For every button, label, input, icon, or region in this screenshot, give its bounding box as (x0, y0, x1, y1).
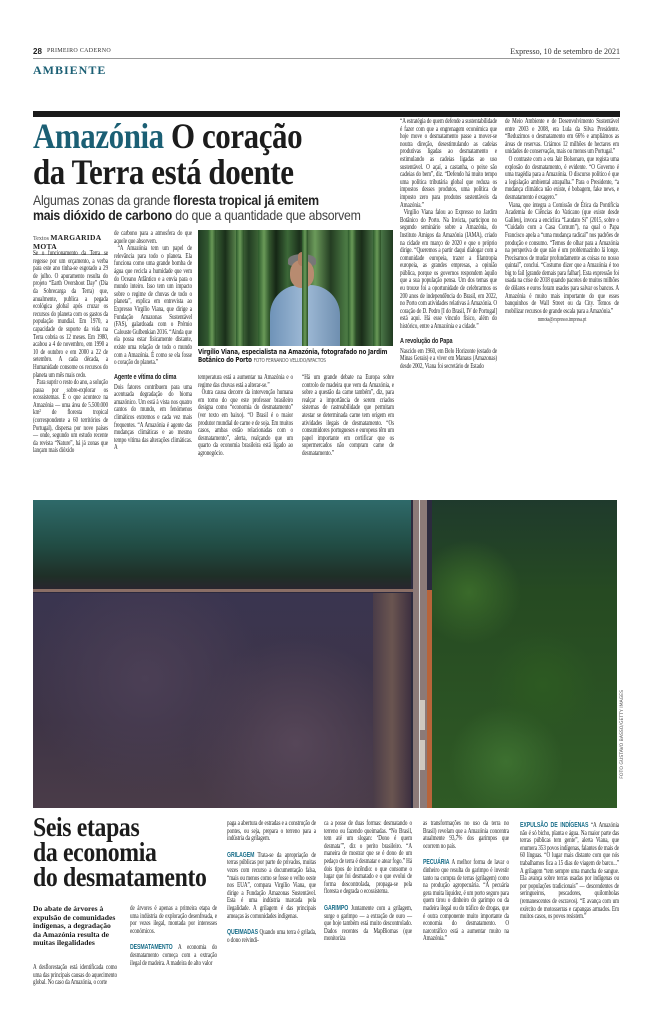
subheading: A revolução do Papa (400, 335, 453, 345)
byline-prefix: Textos (33, 236, 49, 242)
author-email[interactable]: mmota@expresso.impresa.pt (537, 317, 587, 324)
paragraph-label: GARIMPO (324, 902, 349, 912)
caption-text: Virgílio Viana, especialista na Amazónia, fotografado no Jardim Botânico do Porto (198, 348, 388, 364)
article-subtitle (33, 193, 361, 223)
paragraph-text: A melhor forma de lavar o dinheiro que resulta do garimpo é investir tanto na compra de terras (grilagem) como na produção agropecuária. “A pecuária gera muita liquidez, é um porto seguro para quem tirou o dinheiro do garimpo ou da madeira ilegal ou do tráfico de drogas, que é outra componente muito importante da economia do desmatamento. O narcotráfico está a aumentar muito na Amazónia.” (423, 858, 509, 943)
paragraph-text: “A Amazónia tem um papel de relevância para todo o planeta. Ela funciona como uma grande bomba de água que recicla a humidade que vem do Oceano Atlântico e a envia para o mundo inteiro. Isso tem um impacto sobre o regime de chuvas de todo o planeta”, explica em entrevista ao Expresso Virgílio Viana, que dirige a Fundação Amazonas Sustentável (FAS), galardoada com o Prémio Calouste Gulbenkian 2016. “Ainda que ela possa estar fisicamente distante, existe uma relação de todo o mundo com a Amazónia. É como se ela fosse o coração do planeta.” (114, 244, 192, 367)
paragraph-text: de árvores é apenas a primeira etapa de uma indústria de exploração desenfreada, e por vezes ilegal, montada por interesses económicos. (130, 904, 217, 935)
section-label: AMBIENTE (33, 63, 107, 77)
paragraph (114, 384, 192, 452)
paragraph (302, 374, 394, 458)
paragraph (505, 118, 619, 156)
paragraph (505, 202, 619, 316)
paragraph (400, 209, 497, 331)
article-column-3 (198, 374, 293, 458)
subheading: Agente e vítima do clima (114, 371, 177, 381)
subtitle-part: do que a quantidade que absorvem (172, 207, 361, 223)
sidebar-column-6 (520, 820, 619, 921)
paragraph-text: O contraste com a era Jair Bolsonaro, que regista uma explosão do desmatamento, é evidente. “O Governo é uma tragédia para a Amazónia. O discurso político é que a legislação ambiental atrapalha.” Para o Presidente, “a mudança climática não existe, é bobagem, fake news, e desmatamento é exagero.” (505, 154, 619, 201)
paragraph (505, 156, 619, 202)
paragraph (130, 942, 217, 967)
paragraph (33, 250, 108, 379)
article-column-4 (302, 374, 394, 458)
paragraph (33, 964, 117, 987)
issue-date: Expresso, 10 de setembro de 2021 (510, 47, 620, 56)
paragraph (400, 118, 497, 209)
paragraph (400, 348, 497, 371)
paragraph-text: “A estratégia de quem defende a sustentabilidade é fazer com que a engrenagem económica que hoje move o desmatamento passe a mover-se noutra direção, desestimulando as cadeias produtivas ligadas ao desmatamento e estimulando as cadeias ligadas ao uso sustentável. O açaí, a castanha, o peixe são cadeias do bem”, diz. “Defendo há muito tempo uma política tributária global que reduza os impostos desses produtos, uma política de imposto zero para produtos sustentáveis da Amazónia.” (400, 117, 497, 209)
headline-line-1: O coração (171, 116, 303, 156)
paragraph-text: Nascido em 1960, em Belo Horizonte (estado de Minas Gerais) e a viver em Manaus (Amazonas) desde 2002, Viana foi secretário de Estado (400, 346, 497, 370)
paragraph-text: Quando uma terra é grilada, o dono reivindi- (227, 928, 316, 944)
sidebar-column-1 (33, 964, 117, 987)
main-photo-credit: FOTO GUSTAVO BASSO/GETTY IMAGES (620, 690, 625, 779)
paragraph-text: ca a posse de duas formas: desmatando o terreno ou fazendo queimadas. “No Brasil, tem até um slogan: ‘Dono é quem desmata’”, diz o perito brasileiro. “A maneira de mostrar que se é dono de um pedaço de terra é desmatar e atear fogo.” Há dois tipos de incêndio: o que consome o lugar que foi desmatado e o que evolui de forma descontrolada, propaga-se pela floresta e degrada o ecossistema. (324, 819, 412, 896)
subtitle-bold: mais dióxido de carbono (33, 207, 173, 223)
paragraph-text: A desflorestação está identificada como uma das principais causas do aquecimento global. No caso da Amazónia, o corte (33, 963, 117, 987)
article-column-2 (114, 230, 192, 452)
paragraph-label: DESMATAMENTO (130, 942, 173, 952)
subtitle-part: Algumas zonas da grande (33, 192, 174, 208)
headline-highlight: Amazónia (33, 116, 164, 156)
article-headline (33, 118, 302, 190)
article-column-1 (33, 250, 108, 455)
paragraph-text: Dois fatores contribuem para uma acentuada degradação do bioma amazónico. Um está à vista nos quatro cantos do mundo, em fenómenos climáticos extremos e cada vez mais frequentes. “A Amazónia é agente das mudanças climáticas e ao mesmo tempo vítima das alterações climáticas. A (114, 382, 192, 452)
paragraph-text: Se o funcionamento da Terra se regesse por um orçamento, a verba para este ano tinha-se esgotado a 29 de julho. O apuramento resulta do projeto “Earth Overshoot Day” (Dia da Sobrecarga da Terra) que, anualmente, publica a pegada ecológica global após cruzar os recursos do planeta com os gastos da população mundial. Em 1970, a capacidade de suporte da vida na Terra cobria os 12 meses. Em 1980, acabou a 4 de novembro, em 1990 a 10 de outubro e em 2000 a 22 de setembro. A cada década, a Humanidade consome os recursos do planeta um mês mais cedo. (33, 249, 108, 379)
sidebar-column-5 (423, 820, 509, 943)
sidebar-headline (33, 812, 207, 892)
paragraph-label: PECUÁRIA (423, 857, 450, 867)
paragraph-text: paga a abertura de estradas e a construção de pontes, ou seja, prepara o terreno para a indústria da grilagem. (227, 819, 316, 843)
paragraph-text: “A Amazónia não é só bicho, planta e água. Na maior parte das terras públicas tem gente”, alerta Viana, que enumera 353 povos indígenas, falantes de mais de 60 línguas. “O lugar mais distante com que nós trabalhamos fica a 15 dias de viagem de barco...” A grilagem “tem sempre uma mancha de sangue. Ela avança sobre terras usadas por indígenas ou por populações tradicionais” — descendentes de seringueiros, pescadores, quilombolas (remanescentes de escravos). “E avança com um exército de motosserras e capangas armados. Em muitos casos, os povos resistem.” (520, 821, 620, 921)
sidebar-standfirst: Do abate de árvores à expulsão de comunidades indígenas, a degradação da Amazónia resulta de muitas ilegalidades (33, 904, 116, 948)
paragraph (198, 389, 293, 457)
paragraph (423, 857, 509, 943)
header-divider (33, 58, 620, 59)
paragraph-text: Viana, que integra a Comissão de Ética da Pontifícia Academia de Ciências do Vaticano (que existe desde Galileu), invoca a encíclica “Laudato Si” (2015, sobre o “Cuidado com a Casa Comum”), na qual o Papa Francisco apela a “uma mudança radical” nos padrões de produção e consumo. “Temos de olhar para a Amazónia na perspetiva de que não é um problemazinho lá longe. Precisamos de mudar profundamente as coisas no nosso quintal”, conclui. “Costumo dizer que a Amazónia é too big to fail [grande demais para falhar]. Esta expressão foi usada na crise de 2018 quando pacotes de muitos milhões de dólares e euros foram usados para salvar os bancos. A Amazónia é muito mais importante do que esses banquinhos de Wall Street ou da City. Temos de mobilizar recursos de grande escala para a Amazónia.” (505, 200, 619, 315)
sidebar-headline-line: Seis etapas (33, 812, 140, 842)
portrait-photo (198, 230, 393, 346)
paragraph (227, 850, 316, 920)
subtitle-bold: floresta tropical já emitem (173, 192, 319, 208)
photo-credit: FOTO FERNANDO VELUDO/NFACTOS (253, 358, 326, 364)
paragraph-label: QUEIMADAS (227, 927, 258, 937)
paragraph-text: Juntamente com a grilagem, surge o garimpo — a extração de ouro — que hoje também está muito descontrolado. Dados recentes da MapBiomas (que monitoriza (324, 903, 412, 943)
paragraph-text: de carbono para a atmosfera do que aquele que absorvem. (114, 229, 192, 245)
paragraph (198, 374, 293, 389)
sidebar-column-2 (130, 905, 217, 967)
paragraph (130, 905, 217, 935)
paragraph-text: A economia do desmatamento começa com a extração ilegal de madeira. A madeira de alto valor (130, 943, 217, 967)
headline-line-2: da Terra está doente (33, 152, 294, 192)
paragraph (227, 820, 316, 843)
paragraph-text: “Há um grande debate na Europa sobre controlo de madeira que vem da Amazónia, e sobre a questão da carne também”, diz, para realçar a importância de serem criados sistemas de rastreabilidade que permitam atestar se determinada carne tem origem em atividades ilegais de desmatamento. “Os consumidores portugueses e europeus têm um papel importante em certificar que os supermercados não compram carne de desmatamento.” (302, 373, 394, 457)
article-column-6 (505, 118, 619, 323)
paragraph-text: Para suprir o resto do ano, a solução passa por sobre-explorar os ecossistemas. É o que acontece na Amazónia — uma área de 5.500.000 km² de floresta tropical (correspondente a 60 territórios de Portugal), dispersa por nove países — onde, segundo um estudo recente da revista “Nature”, há já zonas que lançam mais dióxido (33, 378, 108, 455)
section-name: PRIMEIRO CADERNO (47, 48, 111, 54)
paragraph (114, 245, 192, 367)
page-number: 28 (33, 47, 42, 56)
paragraph (423, 820, 509, 850)
sidebar-headline-line: da economia (33, 837, 157, 867)
paragraph (324, 820, 412, 896)
paragraph (324, 903, 412, 943)
sidebar-headline-line: do desmatamento (33, 862, 207, 892)
sidebar-column-4 (324, 820, 412, 943)
photo-caption (198, 348, 398, 365)
paragraph-label: GRILAGEM (227, 849, 255, 859)
paragraph (33, 379, 108, 455)
paragraph-label: EXPULSÃO DE INDÍGENAS (520, 820, 589, 829)
paragraph (520, 820, 619, 921)
paragraph (114, 230, 192, 245)
paragraph-text: temperatura está a aumentar na Amazónia e o regime das chuvas está a alterar-se.” (198, 373, 293, 389)
paragraph-text: Trata-se da apropriação de terras públicas por parte de privados, muitas vezes com recurso a documentação falsa, “mais ou menos como se fosse o velho oeste nos EUA”, compara Virgílio Viana, que dirige a Fundação Amazonas Sustentável. Esta é uma indústria marcada pela ilegalidade. A grilagem é das principais ameaças às comunidades indígenas. (227, 850, 316, 920)
paragraph-text: de Meio Ambiente e de Desenvolvimento Sustentável entre 2003 e 2008, era Lula da Silva Presidente. “Reduzimos o desmatamento em 66% e ampliámos as áreas de reservas. Criámos 12 milhões de hectares em unidades de conservação, mais ou menos um Portugal.” (505, 117, 619, 156)
paragraph-text: Outra causa decorre da intervenção humana em torno do que este professor brasileiro designa como “economia do desmatamento” (ver texto em baixo). “O Brasil é o maior produtor mundial de carne e de soja. Em muitos casos, ambas estão relacionadas com o desmatamento”, alerta, realçando que um quarto da economia brasileira está ligado ao agronegócio. (198, 388, 293, 457)
article-column-5 (400, 118, 497, 370)
byline-author: MARGARIDA MOTA (33, 233, 102, 251)
paragraph (227, 927, 316, 944)
paragraph-text: as transformações no uso da terra no Brasil) revelam que a Amazónia concentra atualmente 93,7% dos garimpos que ocorrem no país. (423, 819, 509, 850)
sidebar-column-3 (227, 820, 316, 944)
deforestation-aerial-photo (33, 500, 617, 808)
paragraph-text: Virgílio Viana falou ao Expresso no Jardim Botânico do Porto. Na Invicta, participou no segundo seminário sobre a Amazónia, do Instituto Amigos da Amazónia (IAMA), criado na cidade em março de 2020 e que o próprio dirige. “Queremos a partir daqui dialogar com a comunidade europeia, trazer a filantropia europeia, as grandes empresas, a opinião pública, porque os governos respondem àquilo que a sua população pensa. Um dos temas que eu trouxe foi a oportunidade de celebrarmos os 200 anos de independência do Brasil, em 2022, no Porto com atividades relativas à Amazónia. O coração de D. Pedro [I do Brasil, IV de Portugal] está aqui. Há esse vínculo físico, além do histórico, entre a Amazónia e a cidade.” (400, 208, 497, 331)
